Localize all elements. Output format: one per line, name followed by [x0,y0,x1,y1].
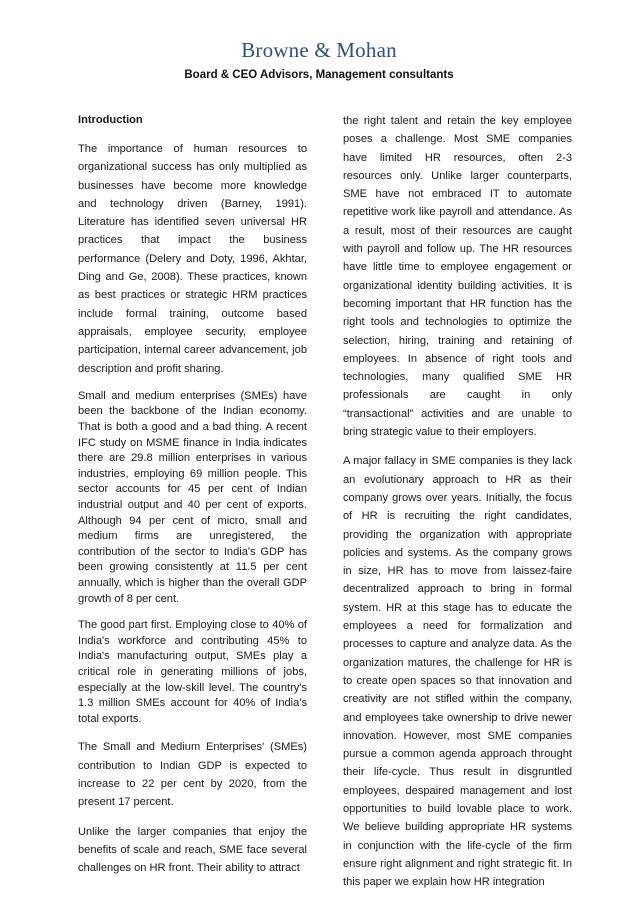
paragraph: The Small and Medium Enterprises' (SMEs) contribution to Indian GDP is expected to increase to 22 per cent by 2020, from the present 17 percent. [78,741,307,809]
left-column [78,112,307,888]
right-column [343,112,572,902]
paragraph: The good part first. Employing close to 40% of India's workforce and contributing 45% to India's manufacturing output, SMEs play a critical role in generating millions of jobs, especially at the low-skill level. The country's 1.3 million SMEs account for 40% of India's total exports. [78,619,307,725]
paragraph: the right talent and retain the key employee poses a challenge. Most SME companies have limited HR resources, often 2-3 resources only. Unlike larger counterparts, SME have not embraced IT to automate repetitive work like payroll and attendance. As a result, most of their resources are caught with payroll and follow up. The HR resources have little time to employee engagement or organizational identity building activities. It is becoming important that HR function has the right tools and technologies to optimize the selection, hiring, training and retaining of employees. In absence of right tools and technologies, many qualified SME HR professionals are caught in only “transactional” activities and are unable to bring strategic value to their employers. [343,115,572,439]
paragraph: A major fallacy in SME companies is they lack an evolutionary approach to HR as their company grows over years. Initially, the focus of HR is recruiting the right candidates, providing the organization with appropriate policies and systems. As the company grows in size, HR has to move from laissez-faire decentralized approach to bring in formal system. HR at this stage has to educate the employees a need for formalization and processes to capture and analyze data. As the organization matures, the challenge for HR is to create open spaces so that innovation and creativity are not stifled within the company, and employees take ownership to drive newer innovation. However, most SME companies pursue a common agenda approach throught their life-cycle. Thus result in disgruntled employees, despaired management and lost opportunities to build lovable place to work. We believe building appropriate HR systems in conjunction with the life-cycle of the firm ensure right alignment and right strategic fit. In this paper we explain how HR integration [343,455,572,889]
paragraph: The importance of human resources to organizational success has only multiplied as businesses have become more knowledge and technology driven (Barney, 1991). Literature has identified seven universal HR practices that impact the business performance (Delery and Doty, 1996, Akhtar, Ding and Ge, 2008). These practices, known as best practices or strategic HRM practices include formal training, outcome based appraisals, employee security, employee participation, internal career advancement, job description and profit sharing. [78,143,307,375]
company-title: Browne & Mohan [241,38,397,62]
paragraph: Unlike the larger companies that enjoy the benefits of scale and reach, SME face several challenges on HR front. Their ability to attract [78,825,307,875]
page-header [0,38,638,81]
company-subtitle: Board & CEO Advisors, Management consultants [184,69,454,81]
paragraph: Small and medium enterprises (SMEs) have been the backbone of the Indian economy. That is both a good and a bad thing. A recent IFC study on MSME finance in India indicates there are 29.8 million enterprises in various industries, employing 69 million people. This sector accounts for 45 per cent of Indian industrial output and 40 per cent of exports. Although 94 per cent of micro, small and medium firms are unregistered, the contribution of the sector to India's GDP has been growing consistently at 11.5 per cent annually, which is higher than the overall GDP growth of 8 per cent. [78,389,307,605]
section-heading: Introduction [78,114,143,126]
